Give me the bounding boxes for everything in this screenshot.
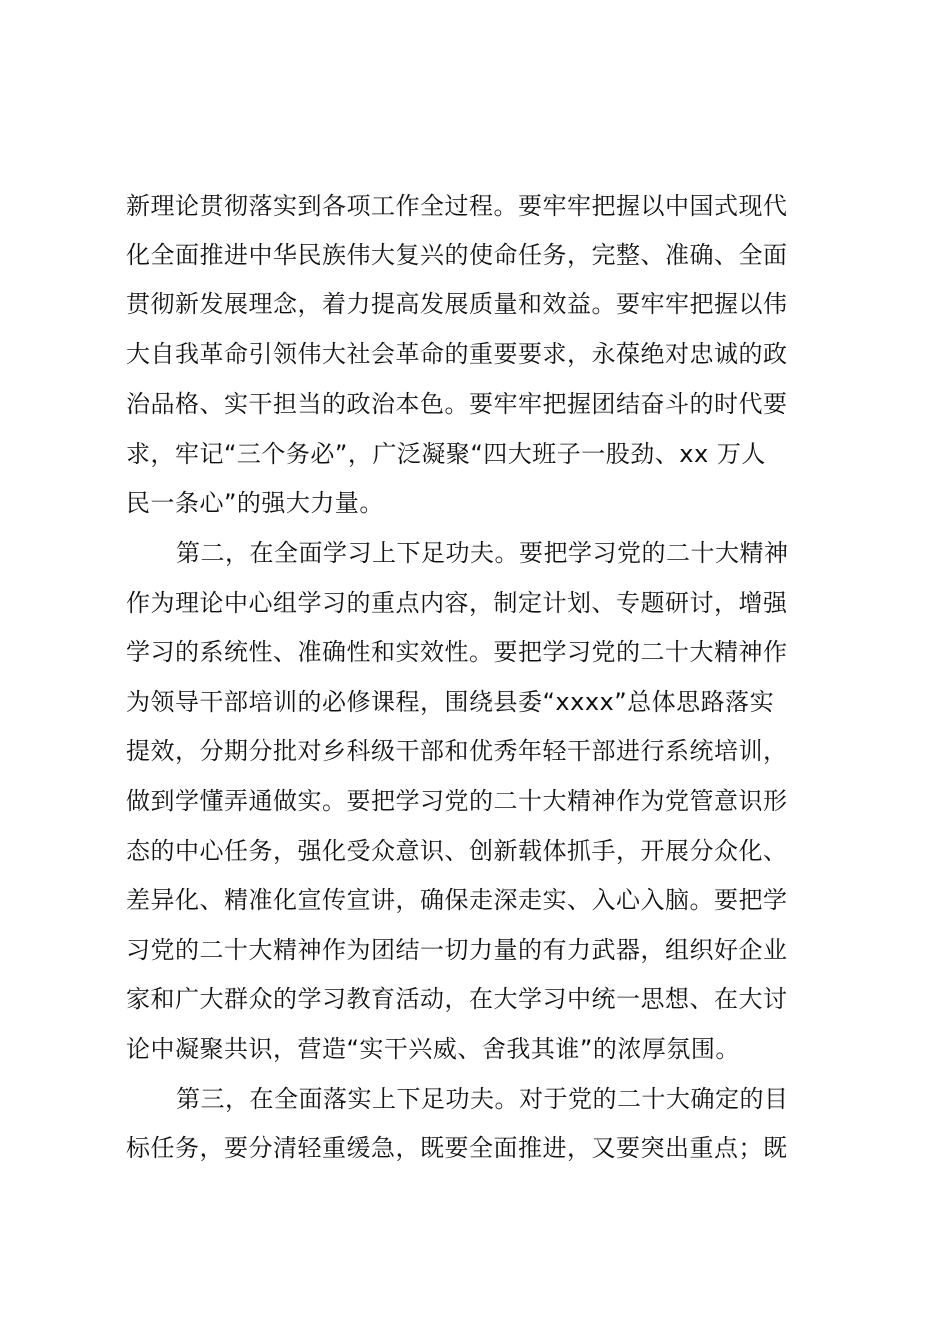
text-line: 治品格、实干担当的政治本色。要牢牢把握团结奋斗的时代要 <box>126 390 788 418</box>
text-line: 作为理论中心组学习的重点内容，制定计划、专题研讨，增强 <box>126 589 788 617</box>
text-line: 标任务，要分清轻重缓急，既要全面推进，又要突出重点；既 <box>126 1134 788 1162</box>
text-line: 提效，分期分批对乡科级干部和优秀年轻干部进行系统培训， <box>126 737 788 765</box>
paragraph-2-first-line: 第二，在全面学习上下足功夫。要把学习党的二十大精神 <box>176 539 789 567</box>
text-line: 做到学懂弄通做实。要把学习党的二十大精神作为党管意识形 <box>126 787 788 815</box>
text-line: 新理论贯彻落实到各项工作全过程。要牢牢把握以中国式现代 <box>126 192 788 220</box>
paragraph-3-first-line: 第三，在全面落实上下足功夫。对于党的二十大确定的目 <box>176 1085 789 1113</box>
text-line: 为领导干部培训的必修课程，围绕县委“xxxx”总体思路落实 <box>126 688 775 716</box>
text-line: 家和广大群众的学习教育活动，在大学习中统一思想、在大讨 <box>126 985 788 1013</box>
text-line: 民一条心”的强大力量。 <box>126 489 384 517</box>
text-line: 论中凝聚共识，营造“实干兴威、舍我其谁”的浓厚氛围。 <box>126 1035 740 1063</box>
text-line: 习党的二十大精神作为团结一切力量的有力武器，组织好企业 <box>126 936 788 964</box>
text-line: 差异化、精准化宣传宣讲，确保走深走实、入心入脑。要把学 <box>126 886 788 914</box>
text-line: 化全面推进中华民族伟大复兴的使命任务，完整、准确、全面 <box>126 241 788 269</box>
text-line: 学习的系统性、准确性和实效性。要把学习党的二十大精神作 <box>126 638 788 666</box>
text-line: 大自我革命引领伟大社会革命的重要要求，永葆绝对忠诚的政 <box>126 340 788 368</box>
text-line: 态的中心任务，强化受众意识、创新载体抓手，开展分众化、 <box>126 837 788 865</box>
text-line: 求，牢记“三个务必”，广泛凝聚“四大班子一股劲、xx 万人 <box>126 440 766 468</box>
text-line: 贯彻新发展理念，着力提高发展质量和效益。要牢牢把握以伟 <box>126 290 788 318</box>
